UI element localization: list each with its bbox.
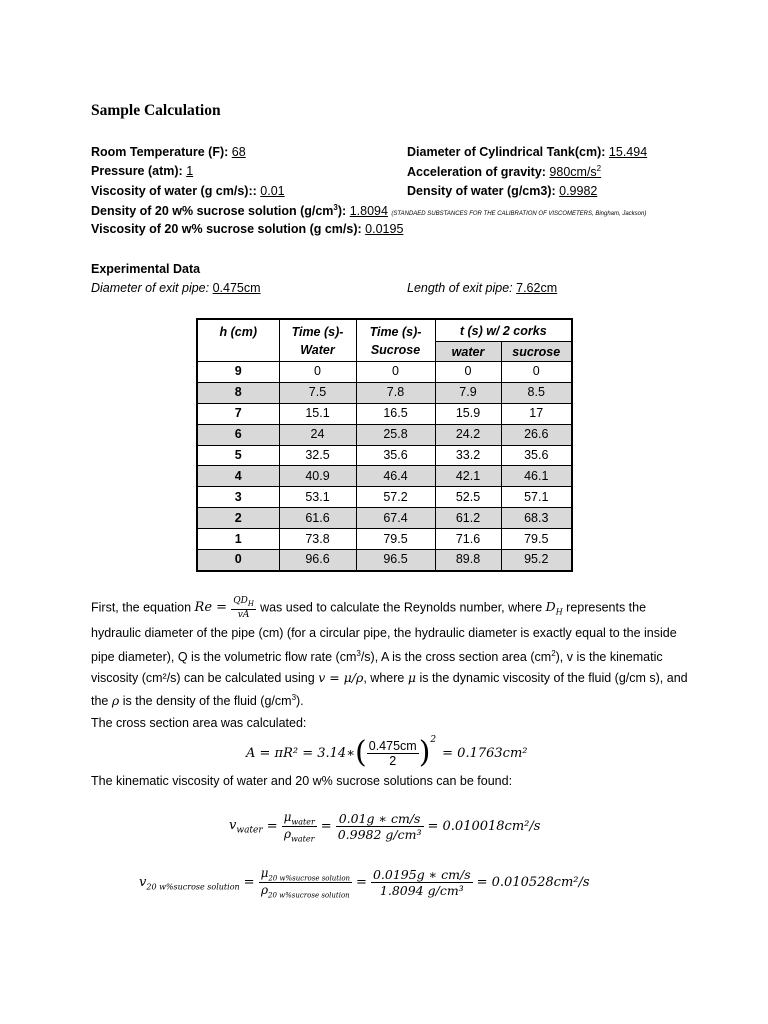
- mu-symbol: μ: [407, 669, 416, 685]
- area-exponent: 2: [430, 735, 437, 745]
- room-temperature: [91, 145, 246, 159]
- time-cell: 0: [435, 362, 501, 383]
- density-sucrose: [91, 203, 646, 218]
- height-cell: 4: [197, 466, 279, 487]
- time-cell: 46.1: [501, 466, 572, 487]
- table-row: [197, 508, 572, 529]
- time-cell: 26.6: [501, 424, 572, 445]
- water-kinematic-equation: $v_{water}$ = $\frac{\mu_{water}}{\rho_{water}}$ = $\frac{0.01g ∗ cm/s}{\text{0.9982 g/cm³}}$ = 0.010018cm²/s: [229, 810, 541, 844]
- gravity-sup: 2: [596, 164, 602, 173]
- water-num: 0.01g ∗ cm/s: [336, 811, 424, 827]
- time-cell: 96.6: [279, 550, 356, 571]
- page-title: Sample Calculation: [91, 102, 221, 119]
- height-cell: 6: [197, 424, 279, 445]
- pressure-value: 1: [186, 164, 194, 178]
- tank-diameter-label: Diameter of Cylindrical Tank(cm):: [407, 145, 606, 159]
- density-water: [407, 184, 597, 198]
- exit-pipe-length: [407, 281, 557, 295]
- exit-pipe-length-label: Length of exit pipe:: [407, 281, 513, 295]
- water-rho: ρ: [283, 827, 292, 842]
- water-result: = 0.010018cm²/s: [427, 819, 541, 835]
- cross-section-equation: A = πR² = 3.14∗ ( $\frac{0.475cm}{2}$ ) $^2$ = 0.1763cm²: [246, 735, 528, 770]
- room-temperature-value: 68: [231, 145, 246, 159]
- header-time-water: [279, 319, 356, 362]
- sucrose-rho-sub: 20 w%sucrose solution: [268, 891, 350, 900]
- time-cell: 33.2: [435, 445, 501, 466]
- hydraulic-diameter-sub: H: [555, 607, 563, 617]
- exit-pipe-diameter: [91, 281, 261, 295]
- reynolds-num-sub: H: [247, 599, 254, 608]
- header-time-sucrose: [356, 319, 435, 362]
- table-row: [197, 403, 572, 424]
- viscosity-water-label: Viscosity of water (g cm/s)::: [91, 184, 257, 198]
- time-cell: 32.5: [279, 445, 356, 466]
- sucrose-kinematic-equation: $v_{20 w\%sucrose solution}$ = $\frac{\mu_{20 w\%sucrose solution}}{\rho_{20 w\%sucrose solution}}$ = $\frac{0.0195g ∗ cm/s}{\text{1.8094 g/cm³}}$ = 0.010528cm²/s: [139, 866, 590, 900]
- time-cell: 52.5: [435, 487, 501, 508]
- time-cell: 40.9: [279, 466, 356, 487]
- para-text-7: is the dynamic viscosity of the fluid (g/cm s), and the: [91, 670, 688, 709]
- para-text-8: is the density of the fluid (g/cm: [122, 694, 292, 709]
- viscosity-water: [91, 184, 285, 198]
- time-cell: 35.6: [356, 445, 435, 466]
- sucrose-lhs: v: [139, 874, 147, 890]
- time-cell: 15.9: [435, 403, 501, 424]
- para-text-1: First, the equation: [91, 600, 192, 615]
- sucrose-result: = 0.010528cm²/s: [476, 875, 590, 891]
- time-cell: 7.5: [279, 382, 356, 403]
- time-cell: 35.6: [501, 445, 572, 466]
- sucrose-lhs-sub: 20 w%sucrose solution: [146, 882, 240, 892]
- tank-diameter: [407, 145, 647, 159]
- header-h: h (cm): [197, 319, 279, 362]
- time-cell: 53.1: [279, 487, 356, 508]
- viscosity-water-value: 0.01: [260, 184, 285, 198]
- kinematic-text: The kinematic viscosity of water and 20 w% sucrose solutions can be found:: [91, 774, 513, 788]
- para-text-9: ).: [296, 694, 304, 709]
- table-row: [197, 487, 572, 508]
- sucrose-den: 1.8094 g/cm³: [379, 883, 464, 899]
- table-row: [197, 362, 572, 383]
- water-lhs: v: [229, 818, 237, 834]
- header-corks: t (s) w/ 2 corks: [435, 319, 572, 342]
- reynolds-den: vA: [237, 609, 250, 620]
- density-sucrose-label-sup: 3: [333, 203, 338, 212]
- header-time-water-line2: Water: [300, 343, 335, 357]
- area-lhs: A = πR² = 3.14∗: [246, 745, 356, 761]
- density-sucrose-label: Density of 20 w% sucrose solution (g/cm: [91, 204, 334, 219]
- header-time-sucrose-line1: Time (s)-: [369, 325, 422, 339]
- reynolds-num: QD: [233, 596, 248, 606]
- density-water-label: Density of water (g/cm3):: [407, 184, 556, 198]
- density-water-value: 0.9982: [559, 184, 598, 198]
- height-cell: 9: [197, 362, 279, 383]
- time-cell: 79.5: [356, 529, 435, 550]
- area-den: 2: [389, 753, 397, 768]
- time-cell: 57.2: [356, 487, 435, 508]
- time-cell: 0: [279, 362, 356, 383]
- time-cell: 57.1: [501, 487, 572, 508]
- table-row: [197, 382, 572, 403]
- height-cell: 3: [197, 487, 279, 508]
- height-cell: 8: [197, 382, 279, 403]
- time-cell: 7.9: [435, 382, 501, 403]
- time-cell: 25.8: [356, 424, 435, 445]
- time-cell: 46.4: [356, 466, 435, 487]
- header-time-sucrose-line2: Sucrose: [370, 343, 421, 357]
- hydraulic-diameter-symbol: D: [545, 599, 556, 615]
- water-mu-sub: water: [291, 817, 315, 827]
- area-num: 0.475cm: [368, 738, 417, 753]
- height-cell: 5: [197, 445, 279, 466]
- water-rho-sub: water: [291, 834, 315, 844]
- table-row: [197, 550, 572, 571]
- table-row: [197, 424, 572, 445]
- time-cell: 89.8: [435, 550, 501, 571]
- table-row: [197, 466, 572, 487]
- time-cell: 61.2: [435, 508, 501, 529]
- exit-pipe-length-value: 7.62cm: [516, 281, 558, 295]
- sucrose-rho: ρ: [260, 883, 269, 898]
- sucrose-mu: μ: [260, 866, 269, 880]
- gravity-value: 980cm/s: [549, 165, 597, 180]
- para-text-6: , where: [363, 670, 405, 685]
- height-cell: 0: [197, 550, 279, 571]
- time-cell: 0: [501, 362, 572, 383]
- para-sup-3: 3: [356, 648, 361, 658]
- para-text-4: /s), A is the cross section area (cm: [360, 650, 552, 665]
- header-corks-sucrose: sucrose: [501, 342, 572, 362]
- density-sucrose-value: 1.8094: [349, 204, 388, 219]
- gravity: [407, 164, 601, 179]
- time-cell: 68.3: [501, 508, 572, 529]
- density-sucrose-label-end: ):: [337, 204, 347, 219]
- explanation-paragraph: [91, 596, 691, 712]
- sucrose-mu-sub: 20 w%sucrose solution: [268, 874, 351, 883]
- header-time-water-line1: Time (s)-: [291, 325, 344, 339]
- time-cell: 0: [356, 362, 435, 383]
- exit-pipe-diameter-label: Diameter of exit pipe:: [91, 281, 210, 295]
- table-row: [197, 529, 572, 550]
- viscosity-sucrose-value: 0.0195: [365, 222, 404, 236]
- reynolds-equation: [194, 596, 261, 620]
- time-cell: 16.5: [356, 403, 435, 424]
- time-cell: 67.4: [356, 508, 435, 529]
- kinematic-equation: v = μ/ρ: [318, 669, 364, 685]
- time-cell: 73.8: [279, 529, 356, 550]
- water-lhs-sub: water: [236, 825, 263, 836]
- water-mu: μ: [283, 810, 292, 824]
- time-cell: 61.6: [279, 508, 356, 529]
- reynolds-lhs: Re =: [194, 600, 228, 616]
- time-cell: 24.2: [435, 424, 501, 445]
- header-corks-water: water: [435, 342, 501, 362]
- para-text-2: was used to calculate the Reynolds number, where: [260, 600, 543, 615]
- pressure: [91, 164, 193, 178]
- para-sup-3b: 3: [291, 693, 297, 703]
- experimental-data-table: [196, 318, 573, 572]
- height-cell: 1: [197, 529, 279, 550]
- cross-section-text: The cross section area was calculated:: [91, 716, 307, 730]
- time-cell: 17: [501, 403, 572, 424]
- gravity-label: Acceleration of gravity:: [407, 165, 546, 180]
- room-temperature-label: Room Temperature (F):: [91, 145, 229, 159]
- exit-pipe-diameter-value: 0.475cm: [212, 281, 261, 295]
- sucrose-num: 0.0195g ∗ cm/s: [372, 867, 471, 883]
- area-result: = 0.1763cm²: [442, 745, 528, 761]
- time-cell: 96.5: [356, 550, 435, 571]
- density-sucrose-reference: (STANDAED SUBSTANCES FOR THE CALIBRATION OF VISCOMETERS, Bingham, Jackson): [391, 211, 647, 218]
- para-sup-2: 2: [551, 648, 556, 658]
- para-text-3: represents the hydraulic diameter of the pipe (cm) (for a circular pipe, the hydraulic diameter is exactly equal to the inside pipe diameter), Q is the volumetric flow rate (cm: [91, 600, 677, 665]
- rho-symbol: ρ: [111, 693, 120, 709]
- height-cell: 7: [197, 403, 279, 424]
- pressure-label: Pressure (atm):: [91, 164, 183, 178]
- time-cell: 15.1: [279, 403, 356, 424]
- para-text-5: ), v is the kinematic viscosity (cm²/s) can be calculated using: [91, 650, 663, 685]
- time-cell: 95.2: [501, 550, 572, 571]
- water-den: 0.9982 g/cm³: [337, 827, 422, 843]
- viscosity-sucrose: [91, 222, 403, 236]
- time-cell: 42.1: [435, 466, 501, 487]
- experimental-heading: Experimental Data: [91, 262, 201, 276]
- tank-diameter-value: 15.494: [608, 145, 648, 159]
- viscosity-sucrose-label: Viscosity of 20 w% sucrose solution (g cm/s):: [91, 222, 362, 236]
- height-cell: 2: [197, 508, 279, 529]
- time-cell: 79.5: [501, 529, 572, 550]
- time-cell: 71.6: [435, 529, 501, 550]
- time-cell: 7.8: [356, 382, 435, 403]
- table-row: [197, 445, 572, 466]
- time-cell: 24: [279, 424, 356, 445]
- time-cell: 8.5: [501, 382, 572, 403]
